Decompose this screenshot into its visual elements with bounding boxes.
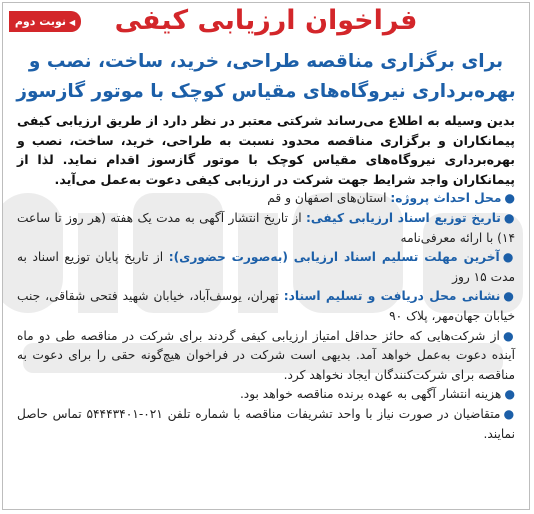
item-text: متقاضیان در صورت نیاز با واحد تشریفات مناقصه با شماره تلفن ۰۲۱-۵۴۴۴۳۴۰۱ تماس حاصل نمایند.	[17, 406, 515, 441]
item-label: تاریخ توزیع اسناد ارزیابی کیفی:	[306, 210, 501, 225]
list-item	[17, 248, 515, 287]
notice-body	[17, 111, 515, 444]
bullet-icon: ●	[503, 289, 516, 304]
item-text: هزینه انتشار آگهی به عهده برنده مناقصه خواهد بود.	[239, 387, 502, 402]
item-text: از شرکت‌هایی که حائز حداقل امتیاز ارزیابی کیفی گردند برای شرکت در مناقصه طی دو ماه آینده دعوت به‌عمل خواهد آمد. بدیهی است شرکت در فراخوان هیچ‌گونه حقی را برای دعوت به مناقصه برای شرکت‌کنندگان ایجاد نخواهد کرد.	[17, 328, 515, 382]
item-text: از تاریخ پایان توزیع اسناد به مدت ۱۵ روز	[17, 250, 515, 284]
item-label: نشانی محل دریافت و تسلیم اسناد:	[283, 289, 501, 304]
subtitle-line: برای برگزاری مناقصه طراحی، خرید، ساخت، نصب و	[28, 51, 504, 72]
list-item	[17, 189, 515, 209]
notice-subtitle	[13, 47, 519, 107]
list-item	[17, 385, 515, 405]
subtitle-line: بهره‌برداری نیروگاه‌های مقیاس کوچک با موتور گازسوز	[16, 81, 516, 102]
list-item	[17, 209, 515, 248]
bullet-icon: ●	[502, 328, 515, 343]
item-label: محل احداث پروژه:	[390, 191, 502, 206]
list-item	[17, 405, 515, 444]
notice-title: فراخوان ارزیابی کیفی	[114, 5, 418, 36]
bullet-icon: ●	[503, 406, 515, 421]
item-label: آخرین مهلت تسلیم اسناد ارزیابی (به‌صورت حضوری):	[168, 250, 500, 265]
item-text: از تاریخ انتشار آگهی به مدت یک هفته (هر روز تا ساعت ۱۴) با ارائه معرفی‌نامه	[17, 210, 515, 245]
bullet-icon: ●	[504, 191, 515, 206]
list-item	[17, 327, 515, 386]
item-text: استان‌های اصفهان و قم	[267, 191, 391, 206]
insertion-badge: ◀ نوبت دوم	[9, 11, 81, 32]
bullet-icon: ●	[502, 250, 515, 265]
list-item	[17, 287, 515, 326]
tender-notice	[2, 2, 530, 510]
intro-paragraph: بدین وسیله به اطلاع می‌رساند شرکتی معتبر در نظر دارد از طریق ارزیابی کیفی پیمانکاران و برگزاری مناقصه محدود نسبت به طراحی، خرید، ساخت، نصب و بهره‌برداری نیروگاه‌های مقیاس کوچک با موتور گازسوز اقدام نماید. لذا از پیمانکاران واجد شرایط جهت شرکت در ارزیابی کیفی دعوت به‌عمل می‌آید.	[17, 113, 515, 187]
bullet-icon: ●	[504, 387, 515, 402]
bullet-icon: ●	[503, 210, 515, 225]
item-text: تهران، یوسف‌آباد، خیابان شهید فتحی شقاقی، جنب خیابان جهان‌مهر، پلاک ۹۰	[17, 289, 515, 323]
